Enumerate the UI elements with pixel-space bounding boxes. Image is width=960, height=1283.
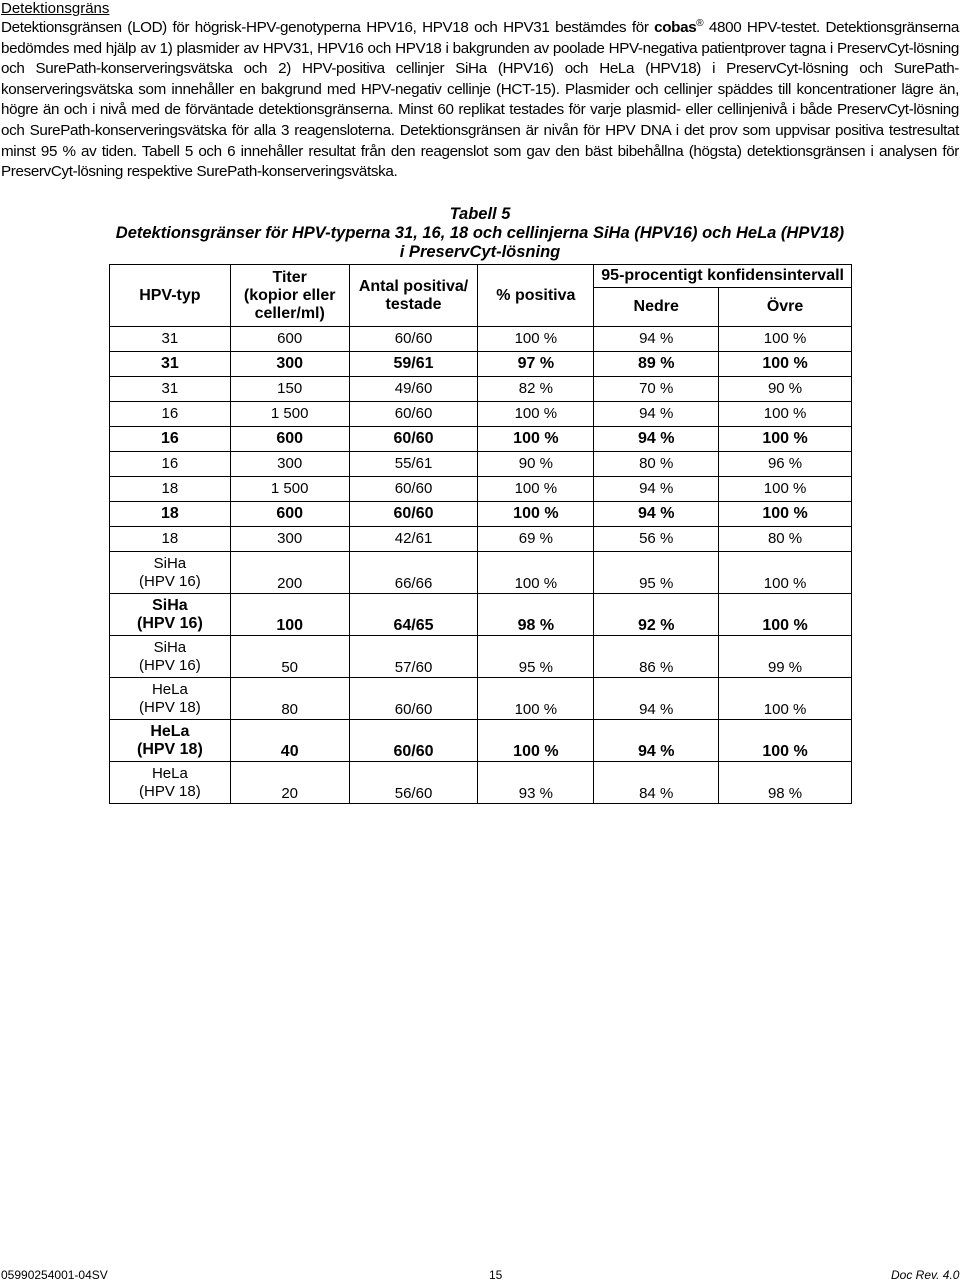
- cell-hpv-type: [110, 636, 231, 678]
- cell-ci-lower: 92 %: [594, 594, 719, 636]
- cell-percent-positive: 90 %: [478, 452, 594, 477]
- cell-positive-tested: 57/60: [349, 636, 478, 678]
- header-lower: Nedre: [594, 288, 719, 327]
- header-confidence-interval: 95-procentigt konfidensintervall: [594, 265, 852, 288]
- table-caption-title: Detektionsgränser för HPV-typerna 31, 16, 18 och cellinjerna SiHa (HPV16) och HeLa (HPV18): [115, 224, 845, 242]
- cell-ci-upper: 100 %: [719, 402, 852, 427]
- brand-name: cobas: [654, 19, 697, 36]
- intro-text-part2: 4800 HPV-testet. Detektionsgränserna bedömdes med hjälp av 1) plasmider av HPV31, HPV16 och HPV18 i bakgrunden av poolade HPV-negativa patientprover tagna i PreservCyt-lösning och SurePath-konserveringsvätska och 2) HPV-positiva cellinjer SiHa (HPV16) och HeLa (HPV18) i PreservCyt-lösning och SurePath-konserveringsvätska som innehåller en bakgrund med HPV-negativ cellinje (HCT-15). Plasmider och cellinjer späddes till koncentrationer lägre än, högre än och i nivå med de förväntade detektionsgränserna. Minst 60 replikat testades för varje plasmid- eller cellinjenivå i både PreservCyt-lösning och SurePath-konserveringsvätska för alla 3 reagensloterna. Detektionsgränsen är nivån för HPV DNA i det prov som uppvisar positiva testresultat minst 95 % av tiden. Tabell 5 och 6 innehåller resultat från den reagenslot som gav den bäst bibehållna (högsta) detektionsgränsen i analysen för PreservCyt-lösning respektive SurePath-konserveringsvätska.: [1, 19, 959, 181]
- cell-ci-lower: 94 %: [594, 678, 719, 720]
- cell-hpv-type: [110, 678, 231, 720]
- cell-ci-upper: 80 %: [719, 527, 852, 552]
- cell-ci-upper: 90 %: [719, 377, 852, 402]
- cell-percent-positive: 97 %: [478, 352, 594, 377]
- table-row: [110, 552, 852, 594]
- table-caption-number: Tabell 5: [449, 205, 511, 223]
- cell-positive-tested: 60/60: [349, 502, 478, 527]
- cell-ci-upper: 100 %: [719, 594, 852, 636]
- cell-titer: 300: [230, 352, 349, 377]
- cell-positive-tested: 64/65: [349, 594, 478, 636]
- cell-ci-lower: 94 %: [594, 477, 719, 502]
- cell-hpv-type: [110, 762, 231, 804]
- cell-titer: 1 500: [230, 402, 349, 427]
- table-row: [110, 678, 852, 720]
- cell-percent-positive: 95 %: [478, 636, 594, 678]
- table-row: [110, 352, 852, 377]
- cell-hpv-type: [110, 402, 231, 427]
- cell-hpv-type-line1: 31: [161, 330, 179, 347]
- cell-positive-tested: 59/61: [349, 352, 478, 377]
- cell-titer: 600: [230, 427, 349, 452]
- cell-percent-positive: 100 %: [478, 427, 594, 452]
- cell-positive-tested: 60/60: [349, 720, 478, 762]
- cell-ci-upper: 100 %: [719, 327, 852, 352]
- cell-hpv-type-line2: (HPV 16): [139, 656, 201, 674]
- header-titer: [230, 265, 349, 327]
- cell-hpv-type: [110, 502, 231, 527]
- cell-hpv-type-line1: HeLa: [151, 680, 188, 698]
- cell-positive-tested: 66/66: [349, 552, 478, 594]
- table-row: [110, 594, 852, 636]
- table-body: [110, 327, 852, 804]
- cell-ci-lower: 95 %: [594, 552, 719, 594]
- cell-hpv-type-line2: (HPV 16): [136, 614, 203, 632]
- header-positive-tested: [349, 265, 478, 327]
- header-percent-positive: % positiva: [478, 265, 594, 327]
- cell-percent-positive: 93 %: [478, 762, 594, 804]
- cell-hpv-type-line2: (HPV 18): [139, 782, 201, 800]
- registered-mark: ®: [696, 18, 704, 29]
- cell-hpv-type-line2: (HPV 18): [136, 740, 203, 758]
- cell-ci-upper: 98 %: [719, 762, 852, 804]
- cell-hpv-type: [110, 477, 231, 502]
- cell-hpv-type: [110, 527, 231, 552]
- cell-percent-positive: 100 %: [478, 477, 594, 502]
- cell-percent-positive: 82 %: [478, 377, 594, 402]
- cell-hpv-type: [110, 352, 231, 377]
- cell-ci-lower: 70 %: [594, 377, 719, 402]
- cell-percent-positive: 100 %: [478, 402, 594, 427]
- cell-hpv-type-line1: 16: [161, 455, 179, 472]
- cell-titer: 1 500: [230, 477, 349, 502]
- cell-hpv-type-line1: 31: [161, 380, 179, 397]
- cell-titer: 600: [230, 327, 349, 352]
- cell-ci-upper: 100 %: [719, 427, 852, 452]
- cell-ci-lower: 94 %: [594, 327, 719, 352]
- cell-positive-tested: 49/60: [349, 377, 478, 402]
- cell-percent-positive: 100 %: [478, 720, 594, 762]
- cell-hpv-type-line1: HeLa: [151, 764, 188, 782]
- intro-paragraph: [1, 18, 959, 183]
- table-row: [110, 427, 852, 452]
- header-upper: Övre: [719, 288, 852, 327]
- cell-hpv-type: [110, 594, 231, 636]
- header-row-1: [110, 265, 852, 288]
- table-caption-subtitle: i PreservCyt-lösning: [399, 243, 561, 261]
- cell-hpv-type: [110, 452, 231, 477]
- cell-positive-tested: 55/61: [349, 452, 478, 477]
- cell-hpv-type-line1: SiHa: [152, 596, 188, 614]
- header-titer-line3: celler/ml): [254, 304, 325, 322]
- table-row: [110, 527, 852, 552]
- cell-titer: 100: [230, 594, 349, 636]
- cell-hpv-type-line1: 18: [161, 530, 179, 547]
- cell-hpv-type-line1: SiHa: [153, 638, 187, 656]
- footer-page-number: 15: [489, 1268, 503, 1282]
- cell-titer: 80: [230, 678, 349, 720]
- cell-ci-upper: 100 %: [719, 720, 852, 762]
- footer-revision: Doc Rev. 4.0: [891, 1268, 960, 1282]
- cell-ci-lower: 86 %: [594, 636, 719, 678]
- cell-hpv-type-line1: 18: [161, 480, 179, 497]
- cell-ci-lower: 94 %: [594, 402, 719, 427]
- cell-ci-upper: 100 %: [719, 552, 852, 594]
- cell-titer: 200: [230, 552, 349, 594]
- cell-positive-tested: 60/60: [349, 427, 478, 452]
- cell-ci-lower: 84 %: [594, 762, 719, 804]
- cell-positive-tested: 56/60: [349, 762, 478, 804]
- header-titer-line2: (kopior eller: [243, 286, 336, 304]
- table-row: [110, 377, 852, 402]
- cell-positive-tested: 60/60: [349, 402, 478, 427]
- table-row: [110, 502, 852, 527]
- lod-table: [109, 264, 852, 804]
- cell-ci-lower: 56 %: [594, 527, 719, 552]
- cell-hpv-type: [110, 377, 231, 402]
- cell-hpv-type-line2: (HPV 18): [139, 698, 201, 716]
- table-row: [110, 452, 852, 477]
- cell-hpv-type-line1: HeLa: [150, 722, 190, 740]
- cell-ci-upper: 100 %: [719, 477, 852, 502]
- cell-ci-upper: 100 %: [719, 502, 852, 527]
- cell-positive-tested: 42/61: [349, 527, 478, 552]
- cell-percent-positive: 100 %: [478, 502, 594, 527]
- cell-percent-positive: 98 %: [478, 594, 594, 636]
- table-row: [110, 762, 852, 804]
- table-row: [110, 402, 852, 427]
- cell-titer: 150: [230, 377, 349, 402]
- cell-hpv-type-line2: (HPV 16): [139, 572, 201, 590]
- cell-hpv-type-line1: SiHa: [153, 554, 187, 572]
- cell-ci-lower: 94 %: [594, 502, 719, 527]
- cell-hpv-type-line1: 18: [160, 505, 179, 522]
- footer-doc-number: 05990254001-04SV: [1, 1268, 108, 1282]
- header-positive-line2: testade: [385, 295, 442, 313]
- cell-percent-positive: 100 %: [478, 552, 594, 594]
- header-positive-line1: Antal positiva/: [358, 277, 469, 295]
- cell-hpv-type-line1: 16: [161, 405, 179, 422]
- section-heading: Detektionsgräns: [1, 0, 110, 17]
- table-row: [110, 477, 852, 502]
- cell-percent-positive: 100 %: [478, 678, 594, 720]
- cell-titer: 40: [230, 720, 349, 762]
- cell-positive-tested: 60/60: [349, 327, 478, 352]
- cell-hpv-type: [110, 720, 231, 762]
- table-row: [110, 720, 852, 762]
- cell-ci-upper: 100 %: [719, 352, 852, 377]
- cell-hpv-type: [110, 427, 231, 452]
- cell-titer: 20: [230, 762, 349, 804]
- cell-positive-tested: 60/60: [349, 477, 478, 502]
- cell-titer: 300: [230, 452, 349, 477]
- cell-hpv-type-line1: 31: [160, 355, 179, 372]
- cell-ci-upper: 100 %: [719, 678, 852, 720]
- cell-percent-positive: 100 %: [478, 327, 594, 352]
- cell-titer: 300: [230, 527, 349, 552]
- cell-hpv-type: [110, 552, 231, 594]
- table-row: [110, 636, 852, 678]
- cell-ci-lower: 80 %: [594, 452, 719, 477]
- header-titer-line1: Titer: [272, 268, 307, 286]
- intro-text-part1: Detektionsgränsen (LOD) för högrisk-HPV-genotyperna HPV16, HPV18 och HPV31 bestämdes för: [1, 19, 655, 36]
- table-row: [110, 327, 852, 352]
- cell-hpv-type: [110, 327, 231, 352]
- cell-ci-lower: 94 %: [594, 720, 719, 762]
- header-hpv-type: HPV-typ: [110, 265, 231, 327]
- cell-hpv-type-line1: 16: [160, 430, 179, 447]
- cell-ci-upper: 96 %: [719, 452, 852, 477]
- cell-ci-lower: 94 %: [594, 427, 719, 452]
- cell-percent-positive: 69 %: [478, 527, 594, 552]
- cell-titer: 50: [230, 636, 349, 678]
- cell-ci-upper: 99 %: [719, 636, 852, 678]
- cell-positive-tested: 60/60: [349, 678, 478, 720]
- cell-titer: 600: [230, 502, 349, 527]
- cell-ci-lower: 89 %: [594, 352, 719, 377]
